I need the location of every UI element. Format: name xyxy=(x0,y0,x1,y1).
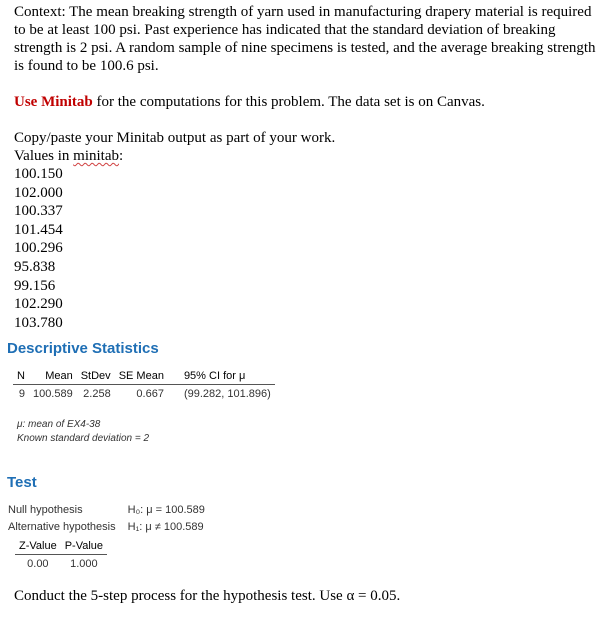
context-paragraph: Context: The mean breaking strength of yarn used in manufacturing drapery material is required to be at least 100 psi. Past experience has indicated that the standard deviation of breaking strength is 2 psi. A random sample of nine specimens is tested, and the average breaking strength is found to be 100.6 psi. xyxy=(14,4,596,74)
value-item: 99.156 xyxy=(14,277,56,294)
value-item: 95.838 xyxy=(14,258,56,275)
copy-paste-instruction: Copy/paste your Minitab output as part of your work. xyxy=(14,130,336,146)
values-heading-suffix: : xyxy=(119,148,124,164)
values-heading xyxy=(14,147,123,165)
table-cell: 0.667 xyxy=(136,388,164,400)
value-item: 102.000 xyxy=(14,184,63,201)
table-row xyxy=(8,519,205,536)
values-heading-word: minitab xyxy=(73,148,119,164)
table-cell: 1.000 xyxy=(70,558,98,570)
column-header: 95% CI for μ xyxy=(168,369,275,385)
minitab-instruction xyxy=(14,93,485,111)
note-mean: μ: mean of EX4-38 xyxy=(17,419,101,430)
minitab-emphasis: Use Minitab xyxy=(14,94,93,110)
descriptive-statistics-heading: Descriptive Statistics xyxy=(7,340,159,357)
alternative-hypothesis-value: H₁: μ ≠ 100.589 xyxy=(127,521,204,533)
note-known-sd: Known standard deviation = 2 xyxy=(17,433,150,444)
test-results-table xyxy=(15,539,107,571)
column-header: StDev xyxy=(77,369,115,385)
values-list xyxy=(14,165,63,332)
test-heading: Test xyxy=(7,474,37,491)
table-cell: 100.589 xyxy=(32,388,73,400)
column-header: N xyxy=(13,369,29,385)
alternative-hypothesis-label: Alternative hypothesis xyxy=(8,521,116,533)
value-item: 101.454 xyxy=(14,221,63,238)
column-header: SE Mean xyxy=(115,369,168,385)
table-row xyxy=(15,555,107,572)
statistics-note xyxy=(17,418,149,446)
table-cell: 9 xyxy=(18,388,25,400)
null-hypothesis-label: Null hypothesis xyxy=(8,504,83,516)
value-item: 100.150 xyxy=(14,166,63,182)
conduct-instruction: Conduct the 5-step process for the hypothesis test. Use α = 0.05. xyxy=(14,588,401,604)
value-item: 100.296 xyxy=(14,240,63,257)
table-header-row xyxy=(13,369,275,385)
minitab-instruction-rest: for the computations for this problem. The data set is on Canvas. xyxy=(92,94,485,110)
table-cell: 0.00 xyxy=(27,558,49,570)
value-item: 100.337 xyxy=(14,203,63,220)
column-header: P-Value xyxy=(61,539,107,555)
value-item: 103.780 xyxy=(14,314,63,331)
value-item: 102.290 xyxy=(14,296,63,313)
values-heading-prefix: Values in xyxy=(14,148,74,164)
descriptive-statistics-table xyxy=(13,369,275,401)
table-cell: 2.258 xyxy=(83,388,111,400)
table-row xyxy=(8,502,205,519)
table-header-row xyxy=(15,539,107,555)
null-hypothesis-value: H₀: μ = 100.589 xyxy=(127,504,205,516)
table-cell: (99.282, 101.896) xyxy=(183,388,271,400)
table-row xyxy=(13,385,275,402)
column-header: Mean xyxy=(29,369,77,385)
column-header: Z-Value xyxy=(15,539,61,555)
hypothesis-table xyxy=(8,502,205,536)
